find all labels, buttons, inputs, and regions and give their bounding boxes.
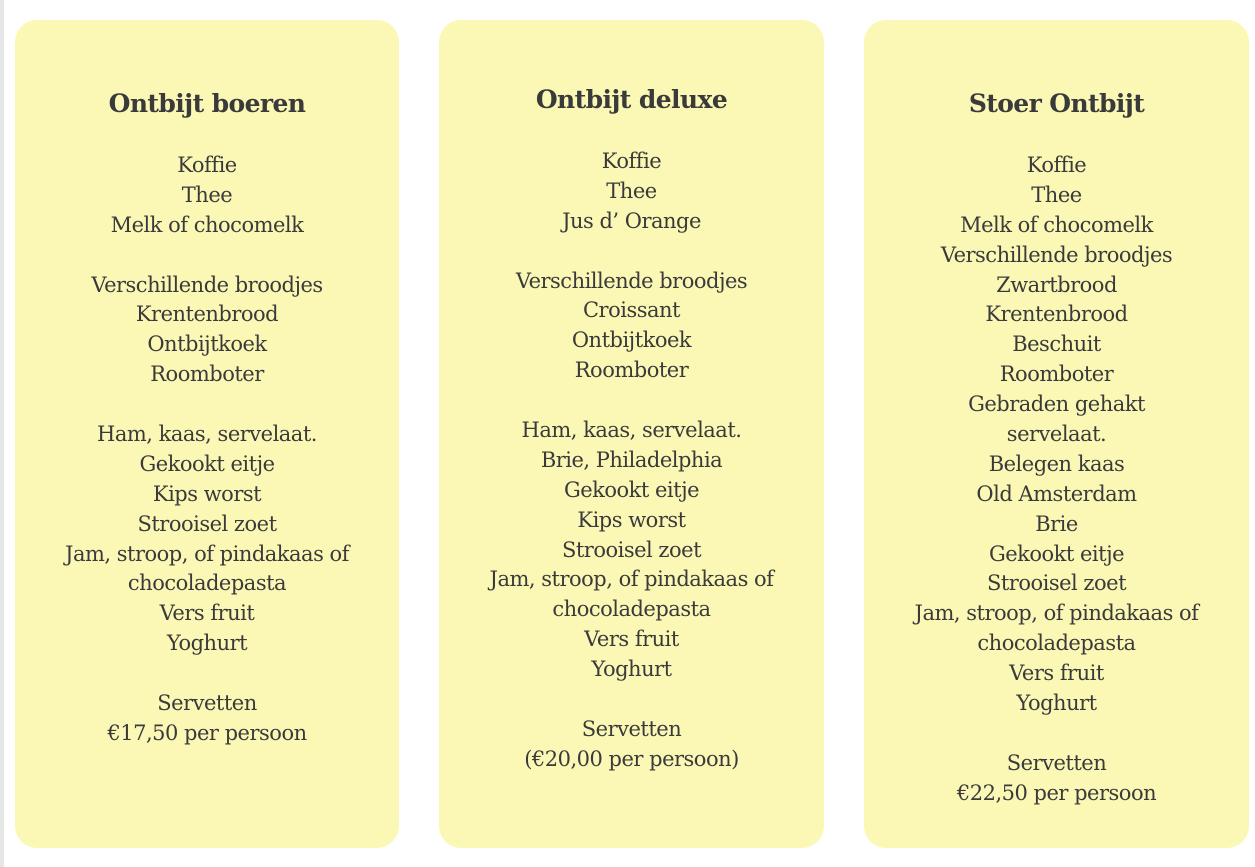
menu-item: Croissant — [582, 298, 680, 323]
spacer-line — [15, 659, 399, 689]
menu-item: Melk of chocomelk — [960, 212, 1153, 237]
menu-item: Koffie — [601, 149, 662, 173]
menu-item: Vers fruit — [159, 601, 255, 626]
spacer-line — [439, 386, 824, 416]
menu-item: chocoladepasta — [127, 571, 287, 596]
menu-item: Gekookt eitje — [988, 541, 1125, 566]
window-edge — [0, 0, 4, 867]
menu-item: Thee — [606, 178, 657, 203]
menu-item: servelaat. — [1006, 422, 1107, 447]
menu-item: Thee — [181, 182, 233, 207]
menu-item: Koffie — [177, 153, 237, 177]
menu-item: Servetten — [157, 691, 257, 716]
menu-item: Ham, kaas, servelaat. — [97, 422, 317, 447]
menu-item: Zwartbrood — [996, 272, 1117, 297]
menu-item: Melk of chocomelk — [110, 212, 304, 237]
spacer-line — [15, 390, 399, 420]
menu-item: Servetten — [581, 716, 682, 741]
menu-item: Vers fruit — [1009, 661, 1104, 686]
menu-card-ontbijt-deluxe — [439, 20, 824, 848]
menu-item: Krentenbrood — [985, 302, 1128, 327]
menu-item-list — [15, 151, 399, 749]
menu-item: chocoladepasta — [977, 631, 1136, 656]
menu-item: Jus d’ Orange — [562, 208, 701, 233]
spacer-line — [439, 685, 824, 715]
menu-item: Koffie — [1026, 153, 1087, 177]
spacer-line — [439, 237, 824, 267]
menu-item-list — [439, 147, 824, 775]
card-title: Ontbijt deluxe — [535, 85, 728, 114]
menu-item: Strooisel zoet — [137, 511, 277, 536]
spacer-line — [15, 241, 399, 271]
card-title: Ontbijt boeren — [108, 89, 306, 118]
menu-item: Kips worst — [152, 481, 262, 506]
menu-item: Strooisel zoet — [986, 571, 1127, 596]
menu-item: Yoghurt — [1016, 691, 1097, 716]
menu-item: Ham, kaas, servelaat. — [521, 418, 742, 443]
card-title: Stoer Ontbijt — [968, 89, 1145, 118]
menu-item: €22,50 per persoon — [956, 780, 1157, 805]
menu-item: Jam, stroop, of pindakaas of — [65, 541, 349, 566]
menu-card-stoer-ontbijt — [864, 20, 1249, 848]
menu-item: Jam, stroop, of pindakaas of — [914, 601, 1199, 626]
menu-item: Yoghurt — [166, 631, 248, 656]
menu-item: Gekookt eitje — [563, 477, 700, 502]
menu-item: Brie — [1035, 511, 1078, 536]
spacer-line — [864, 719, 1249, 749]
menu-item: Krentenbrood — [135, 302, 279, 327]
menu-item: (€20,00 per persoon) — [524, 746, 739, 771]
menu-card-ontbijt-boeren — [15, 20, 399, 848]
menu-item: Strooisel zoet — [561, 537, 702, 562]
menu-item: Kips worst — [577, 507, 686, 532]
menu-item: Roomboter — [574, 358, 689, 383]
menu-item: Brie, Philadelphia — [540, 447, 723, 472]
menu-item: Old Amsterdam — [976, 481, 1137, 506]
menu-item: Beschuit — [1012, 332, 1101, 357]
menu-item: Verschillende broodjes — [91, 272, 323, 297]
menu-item: Yoghurt — [591, 657, 672, 682]
menu-item: Roomboter — [150, 362, 264, 387]
menu-item: Jam, stroop, of pindakaas of — [489, 567, 774, 592]
menu-item: Gekookt eitje — [139, 451, 275, 476]
menu-item: Thee — [1031, 182, 1082, 207]
menu-item: Ontbijtkoek — [571, 328, 692, 353]
menu-item: Servetten — [1006, 750, 1107, 775]
menu-item: Vers fruit — [584, 627, 679, 652]
menu-item: Verschillende broodjes — [940, 242, 1173, 267]
menu-item: Gebraden gehakt — [968, 392, 1145, 417]
menu-item: Verschillende broodjes — [515, 268, 748, 293]
menu-item: Roomboter — [999, 362, 1114, 387]
menu-item: Belegen kaas — [988, 451, 1125, 476]
menu-item-list — [864, 151, 1249, 809]
menu-item: €17,50 per persoon — [107, 720, 307, 745]
menu-item: chocoladepasta — [552, 597, 711, 622]
menu-item: Ontbijtkoek — [147, 332, 267, 357]
